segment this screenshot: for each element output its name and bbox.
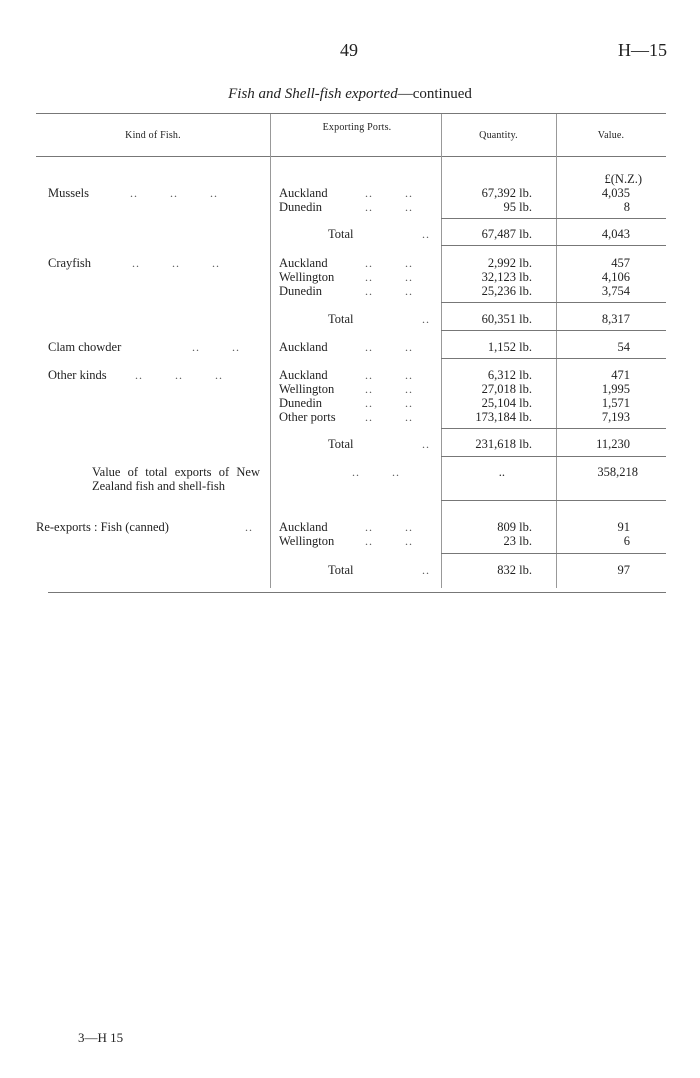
total-value: 11,230 xyxy=(596,437,630,451)
leader-dots: .. .. xyxy=(365,270,413,284)
total-rule xyxy=(441,330,666,331)
kind-reexports: Re-exports : Fish (canned) xyxy=(36,520,169,534)
leader-dots: .. .. xyxy=(365,520,413,534)
total-quantity: 832 lb. xyxy=(497,563,532,577)
leader-dots: .. .. xyxy=(365,396,413,410)
header-bottom-rule xyxy=(36,156,666,157)
port-name: Wellington xyxy=(279,534,335,548)
total-label: Total xyxy=(328,563,354,577)
port-name: Auckland xyxy=(279,520,328,534)
quantity-cell: 27,018 lb. xyxy=(481,382,532,396)
quantity-cell: 32,123 lb. xyxy=(481,270,532,284)
column-divider-quantity xyxy=(441,114,442,588)
total-rule xyxy=(441,245,666,246)
total-quantity: 67,487 lb. xyxy=(481,227,532,241)
quantity-cell: 1,152 lb. xyxy=(487,340,532,354)
total-label: Total xyxy=(328,312,354,326)
leader-dots: .. .. xyxy=(365,368,413,382)
leader-dots: .. .. xyxy=(365,186,413,200)
quantity-cell: 173,184 lb. xyxy=(475,410,532,424)
leader-dots: .. xyxy=(422,312,430,326)
total-label: Total xyxy=(328,437,354,451)
port-name: Auckland xyxy=(279,186,328,200)
leader-dots: .. .. .. xyxy=(132,256,220,270)
column-divider-value xyxy=(556,114,557,588)
subtotal-rule xyxy=(441,428,666,429)
quantity-cell: 23 lb. xyxy=(503,534,532,548)
total-rule xyxy=(441,358,666,359)
port-name: Wellington xyxy=(279,270,335,284)
value-cell: 4,035 xyxy=(601,186,630,200)
quantity-cell: 2,992 lb. xyxy=(487,256,532,270)
header-ports: Exporting Ports. xyxy=(322,122,392,133)
port-name: Dunedin xyxy=(279,396,323,410)
leader-dots: .. .. xyxy=(365,382,413,396)
quantity-cell: 95 lb. xyxy=(503,200,532,214)
value-cell: 3,754 xyxy=(601,284,630,298)
value-cell: 91 xyxy=(617,520,630,534)
leader-dots: .. xyxy=(422,437,430,451)
currency-label: £(N.Z.) xyxy=(604,172,642,186)
value-cell: 471 xyxy=(611,368,630,382)
port-name: Other ports xyxy=(279,410,336,424)
leader-dots: .. .. xyxy=(365,256,413,270)
total-quantity: 231,618 lb. xyxy=(475,437,532,451)
kind-clam-chowder: Clam chowder xyxy=(48,340,122,354)
port-name: Auckland xyxy=(279,368,328,382)
port-name: Auckland xyxy=(279,256,328,270)
page-number: 49 xyxy=(340,40,358,60)
header-top-rule xyxy=(36,113,666,114)
total-value: 4,043 xyxy=(601,227,630,241)
value-cell: 7,193 xyxy=(601,410,630,424)
leader-dots: .. .. xyxy=(365,534,413,548)
port-name: Dunedin xyxy=(279,200,323,214)
page-reference: H—15 xyxy=(618,40,667,60)
leader-dots: .. .. xyxy=(365,200,413,214)
leader-dots: .. .. xyxy=(365,410,413,424)
quantity-cell: 25,236 lb. xyxy=(481,284,532,298)
subtotal-rule xyxy=(441,302,666,303)
leader-dots: .. .. xyxy=(352,465,400,479)
value-cell: 8 xyxy=(623,200,630,214)
leader-dots: .. xyxy=(245,520,253,534)
quantity-cell: 25,104 lb. xyxy=(481,396,532,410)
leader-dots: .. .. .. xyxy=(130,186,218,200)
table-title-rest: —continued xyxy=(397,86,472,102)
total-label: Total xyxy=(328,227,354,241)
value-cell: 1,571 xyxy=(601,396,630,410)
leader-dots: .. .. xyxy=(365,284,413,298)
port-name: Dunedin xyxy=(279,284,323,298)
value-cell: 4,106 xyxy=(601,270,630,284)
quantity-cell: 809 lb. xyxy=(497,520,532,534)
kind-other: Other kinds xyxy=(48,368,107,382)
header-quantity: Quantity. xyxy=(479,130,518,141)
value-total-label: Value of total exports of New Zealand fish and shell-fish xyxy=(92,465,260,494)
value-cell: 54 xyxy=(617,340,630,354)
quantity-cell: 6,312 lb. xyxy=(487,368,532,382)
value-cell: 1,995 xyxy=(601,382,630,396)
quantity-cell: 67,392 lb. xyxy=(481,186,532,200)
table-bottom-rule xyxy=(48,592,666,593)
subtotal-rule xyxy=(441,218,666,219)
total-value: 8,317 xyxy=(601,312,630,326)
total-quantity: 60,351 lb. xyxy=(481,312,532,326)
page-footer: 3—H 15 xyxy=(78,1030,124,1045)
leader-dots: .. xyxy=(422,227,430,241)
total-rule xyxy=(441,500,666,501)
header-kind: Kind of Fish. xyxy=(125,130,181,141)
value-cell: 6 xyxy=(623,534,630,548)
subtotal-rule xyxy=(441,553,666,554)
table-title xyxy=(0,86,700,103)
leader-dots: .. .. xyxy=(192,340,240,354)
value-cell: 457 xyxy=(611,256,630,270)
leader-dots: .. .. xyxy=(365,340,413,354)
value-total-value: 358,218 xyxy=(597,465,638,479)
table-title-italic: Fish and Shell-fish exported xyxy=(228,86,398,102)
column-divider-ports xyxy=(270,114,271,588)
kind-mussels: Mussels xyxy=(48,186,89,200)
total-value: 97 xyxy=(617,563,630,577)
port-name: Auckland xyxy=(279,340,328,354)
port-name: Wellington xyxy=(279,382,335,396)
leader-dots: .. xyxy=(422,563,430,577)
value-total-quantity: .. xyxy=(498,465,505,479)
total-rule xyxy=(441,456,666,457)
leader-dots: .. .. .. xyxy=(135,368,223,382)
kind-crayfish: Crayfish xyxy=(48,256,92,270)
header-value: Value. xyxy=(597,130,625,141)
